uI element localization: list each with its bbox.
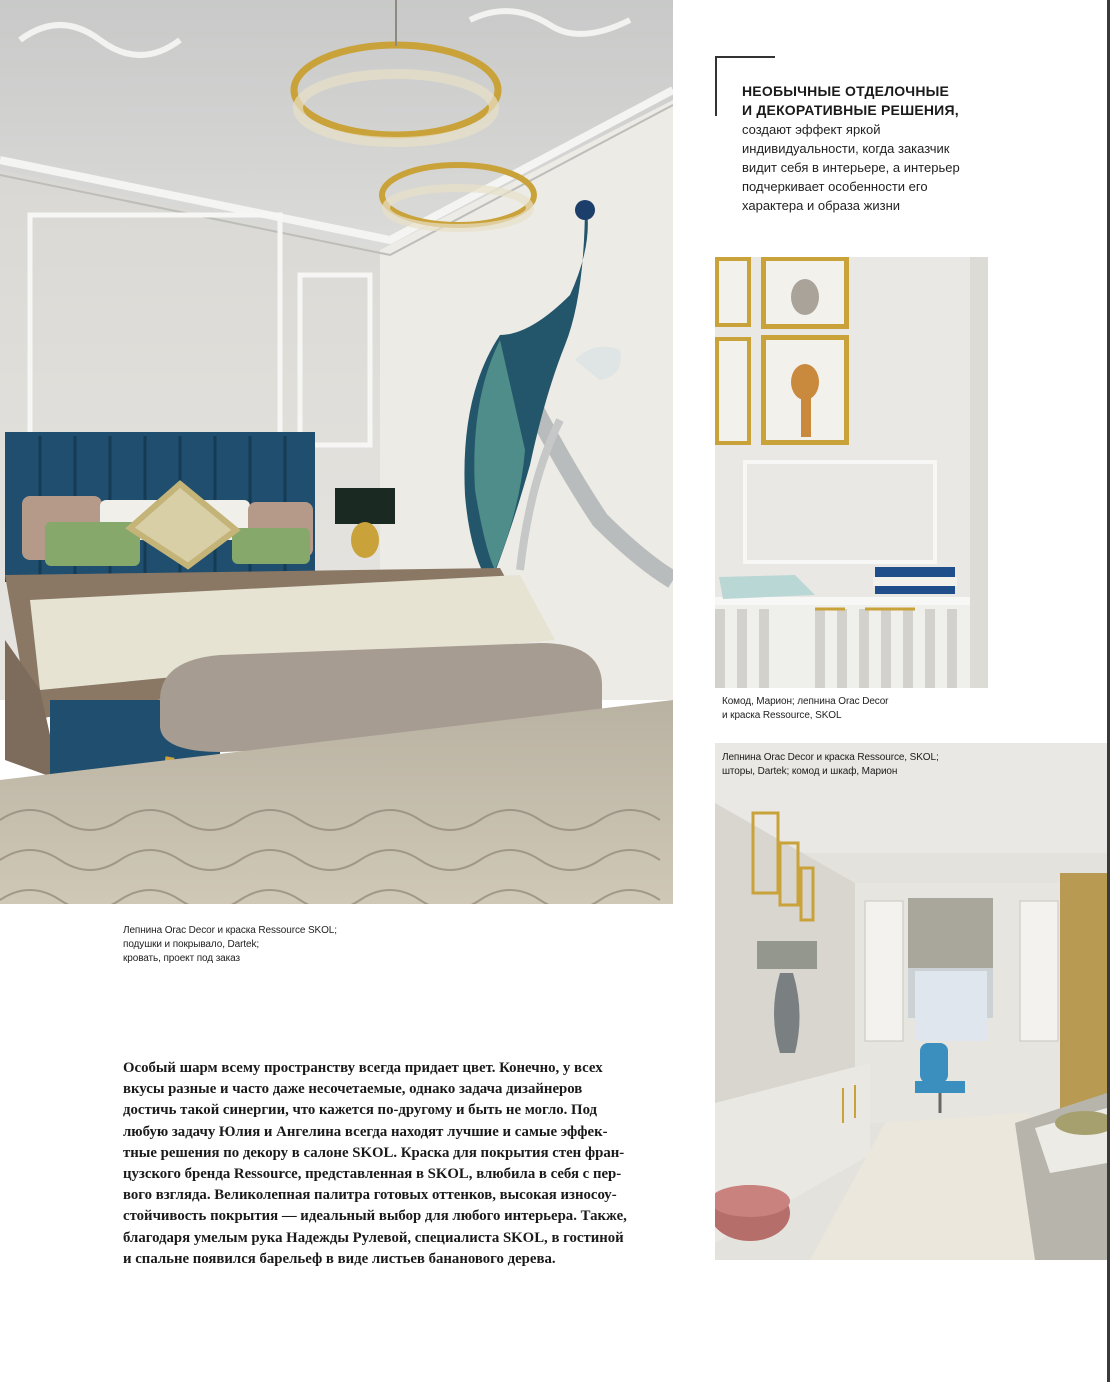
bedroom-caption — [123, 924, 337, 966]
quote-body-line: характера и образа жизни — [742, 198, 901, 213]
kids-room-photo-art — [715, 743, 1107, 1260]
caption-line: кровать, проект под заказ — [123, 953, 240, 964]
paragraph-line: достичь такой синергии, что кажется по-другому и быть не могло. Под — [123, 1102, 598, 1119]
kids-room-caption — [722, 751, 939, 779]
paragraph-line: вкусы разные и часто даже несочетаемые, однако задача дизайнеров — [123, 1081, 583, 1098]
nursery-photo-art — [715, 257, 988, 688]
bedroom-photo-art — [0, 0, 673, 904]
nursery-photo — [715, 257, 988, 688]
paragraph-line: и спальне появился барельеф в виде листьев бананового дерева. — [123, 1250, 556, 1267]
bedroom-photo — [0, 0, 673, 904]
nursery-caption — [722, 695, 888, 723]
caption-line: шторы, Dartek; комод и шкаф, Марион — [722, 766, 898, 777]
caption-line: Лепнина Orac Decor и краска Ressource, SKOL; — [722, 752, 939, 763]
paragraph-line: благодаря умелым рука Надежды Рулевой, специалиста SKOL, в гостиной — [123, 1229, 624, 1246]
quote-body-line: подчеркивает особенности его — [742, 179, 928, 194]
article-paragraph — [123, 1058, 683, 1270]
caption-line: и краска Ressource, SKOL — [722, 710, 842, 721]
caption-line: подушки и покрывало, Dartek; — [123, 939, 260, 950]
paragraph-line: цузского бренда Ressource, представленная в SKOL, влюбила в себя с пер- — [123, 1166, 622, 1183]
caption-line: Комод, Марион; лепнина Orac Decor — [722, 696, 889, 707]
caption-line: Лепнина Orac Decor и краска Ressource SKOL; — [123, 925, 337, 936]
paragraph-line: тные решения по декору в салоне SKOL. Краска для покрытия стен фран- — [123, 1144, 625, 1161]
quote-body-line: видит себя в интерьере, а интерьер — [742, 160, 960, 175]
kids-room-photo — [715, 743, 1107, 1260]
paragraph-line: любую задачу Юлия и Ангелина всегда находят лучшие и самые эффек- — [123, 1123, 608, 1140]
quote-body-line: создают эффект яркой — [742, 122, 881, 137]
quote-title-line: НЕОБЫЧНЫЕ ОТДЕЛОЧНЫЕ — [742, 83, 950, 99]
paragraph-line: стойчивость покрытия — идеальный выбор для любого интерьера. Также, — [123, 1208, 627, 1225]
pull-quote — [742, 82, 1042, 215]
paragraph-line: Особый шарм всему пространству всегда придает цвет. Конечно, у всех — [123, 1060, 603, 1076]
paragraph-line: вого взгляда. Великолепная палитра готовых оттенков, высокая износоу- — [123, 1187, 617, 1204]
quote-title-line: И ДЕКОРАТИВНЫЕ РЕШЕНИЯ, — [742, 102, 959, 118]
quote-body-line: индивидуальности, когда заказчик — [742, 141, 950, 156]
